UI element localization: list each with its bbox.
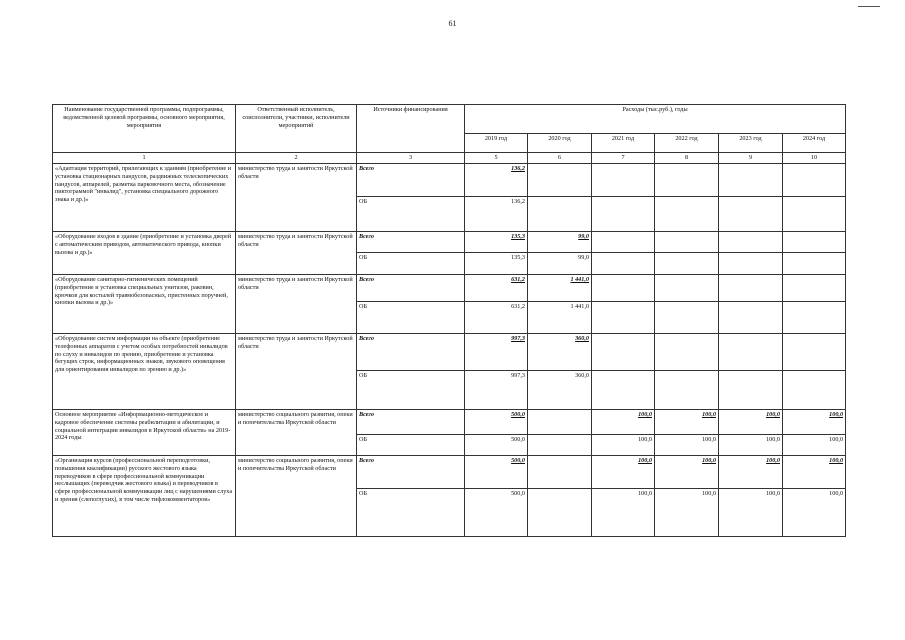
ob-value — [592, 302, 655, 334]
ob-value: 100,0 — [592, 489, 655, 537]
header-year: 2019 год — [465, 134, 528, 153]
header-executor: Ответственный исполнитель, соисполнители, участники, исполнители мероприятий — [236, 105, 357, 153]
ob-value: 99,0 — [528, 253, 592, 275]
total-value — [592, 275, 655, 302]
table-row — [53, 456, 846, 489]
total-value — [719, 164, 783, 197]
source-total-label: Всего — [357, 334, 465, 371]
ob-value — [719, 253, 783, 275]
column-number: 9 — [719, 153, 783, 164]
ob-value — [655, 302, 719, 334]
total-value — [719, 334, 783, 371]
ob-value: 136,2 — [465, 197, 528, 232]
total-value — [783, 164, 846, 197]
table-row — [53, 334, 846, 371]
total-value — [655, 164, 719, 197]
total-value: 100,0 — [719, 456, 783, 489]
executor: министерство труда и занятости Иркутской области — [236, 275, 357, 334]
ob-value: 500,0 — [465, 435, 528, 456]
total-value — [655, 232, 719, 253]
total-value: 1 441,0 — [528, 275, 592, 302]
total-value — [592, 164, 655, 197]
source-ob-label: ОБ — [357, 302, 465, 334]
ob-value — [719, 197, 783, 232]
top-right-rule — [858, 6, 880, 7]
ob-value: 100,0 — [655, 435, 719, 456]
total-value — [783, 334, 846, 371]
total-value — [528, 164, 592, 197]
table-row — [53, 164, 846, 197]
ob-value: 100,0 — [719, 435, 783, 456]
ob-value: 1 441,0 — [528, 302, 592, 334]
total-value: 360,0 — [528, 334, 592, 371]
measure-name: «Оборудование систем информации на объекте (приобретение телефонных аппаратов с учетом особых потребностей инвалидов по слуху и инвалидов по зрению, приобретение и установка бегущих строк, информационных знаков, звукового оповещения для ориентирования инвалидов по зрению и др.)» — [53, 334, 236, 410]
total-value — [655, 334, 719, 371]
header-year: 2022 год — [655, 134, 719, 153]
column-number: 3 — [357, 153, 465, 164]
source-ob-label: ОБ — [357, 197, 465, 232]
source-total-label: Всего — [357, 456, 465, 489]
table-row — [53, 232, 846, 253]
ob-value — [783, 197, 846, 232]
column-number: 7 — [592, 153, 655, 164]
ob-value — [528, 197, 592, 232]
total-value: 500,0 — [465, 456, 528, 489]
total-value: 100,0 — [783, 456, 846, 489]
total-value: 100,0 — [783, 410, 846, 435]
total-value: 100,0 — [719, 410, 783, 435]
ob-value — [592, 253, 655, 275]
column-number: 10 — [783, 153, 846, 164]
measure-name: Основное мероприятие «Информационно-методическое и кадровое обеспечение системы реабилитации и абилитации, и социальной интеграции инвалидов в Иркутской области» на 2019-2024 годы — [53, 410, 236, 456]
ob-value: 360,0 — [528, 371, 592, 410]
executor: министерство труда и занятости Иркутской области — [236, 232, 357, 275]
total-value: 500,0 — [465, 410, 528, 435]
ob-value: 997,3 — [465, 371, 528, 410]
budget-table — [52, 104, 846, 537]
ob-value: 500,0 — [465, 489, 528, 537]
column-number: 2 — [236, 153, 357, 164]
executor: министерство социального развития, опеки и попечительства Иркутской области — [236, 456, 357, 537]
ob-value — [655, 253, 719, 275]
source-ob-label: ОБ — [357, 253, 465, 275]
page-number: 61 — [448, 19, 457, 28]
total-value: 136,2 — [465, 164, 528, 197]
source-total-label: Всего — [357, 164, 465, 197]
ob-value: 100,0 — [719, 489, 783, 537]
column-number: 6 — [528, 153, 592, 164]
ob-value: 100,0 — [655, 489, 719, 537]
source-total-label: Всего — [357, 232, 465, 253]
total-value — [528, 410, 592, 435]
total-value — [528, 456, 592, 489]
header-year: 2024 год — [783, 134, 846, 153]
total-value — [783, 275, 846, 302]
ob-value — [783, 253, 846, 275]
header-year: 2023 год — [719, 134, 783, 153]
total-value — [592, 334, 655, 371]
ob-value — [783, 302, 846, 334]
total-value: 100,0 — [592, 410, 655, 435]
total-value: 631,2 — [465, 275, 528, 302]
ob-value — [719, 302, 783, 334]
source-total-label: Всего — [357, 275, 465, 302]
ob-value — [592, 197, 655, 232]
column-number: 1 — [53, 153, 236, 164]
total-value: 997,3 — [465, 334, 528, 371]
total-value: 135,3 — [465, 232, 528, 253]
total-value — [719, 275, 783, 302]
total-value — [783, 232, 846, 253]
total-value: 100,0 — [655, 456, 719, 489]
ob-value — [655, 371, 719, 410]
total-value: 99,0 — [528, 232, 592, 253]
total-value: 100,0 — [655, 410, 719, 435]
ob-value — [528, 489, 592, 537]
header-name: Наименование государственной программы, подпрограммы, ведомственной целевой программы, основного мероприятия, мероприятия — [53, 105, 236, 153]
header-expenses: Расходы (тыс.руб.), годы — [465, 105, 846, 134]
ob-value — [655, 197, 719, 232]
source-total-label: Всего — [357, 410, 465, 435]
column-number: 5 — [465, 153, 528, 164]
total-value — [655, 275, 719, 302]
ob-value: 100,0 — [783, 489, 846, 537]
source-ob-label: ОБ — [357, 435, 465, 456]
column-number: 8 — [655, 153, 719, 164]
ob-value — [528, 435, 592, 456]
ob-value — [719, 371, 783, 410]
source-ob-label: ОБ — [357, 371, 465, 410]
source-ob-label: ОБ — [357, 489, 465, 537]
ob-value — [592, 371, 655, 410]
ob-value: 100,0 — [592, 435, 655, 456]
header-year: 2020 год — [528, 134, 592, 153]
ob-value: 631,2 — [465, 302, 528, 334]
ob-value: 135,3 — [465, 253, 528, 275]
total-value: 100,0 — [592, 456, 655, 489]
ob-value — [783, 371, 846, 410]
measure-name: «Организация курсов (профессиональной переподготовки, повышения квалификации) русского жестового языка переводчиков в сфере профессиональной коммуникации неслышащих (переводчик жестового языка) и переводчиков в сфере профессиональной коммуникации лиц с нарушениями слуха и зрения (слепоглухих), в том числе тифлокомментаторов» — [53, 456, 236, 537]
header-year: 2021 год — [592, 134, 655, 153]
executor: министерство труда и занятости Иркутской области — [236, 334, 357, 410]
measure-name: «Оборудование санитарно-гигиенических помещений (приобретение и установка специальных унитазов, раковин, крючков для костылей травмобезопасных, пристенных поручней, кнопки вызова и др.)» — [53, 275, 236, 334]
header-source: Источники финансирования — [357, 105, 465, 153]
executor: министерство труда и занятости Иркутской области — [236, 164, 357, 232]
table-row — [53, 275, 846, 302]
total-value — [592, 232, 655, 253]
executor: министерство социального развития, опеки и попечительства Иркутской области — [236, 410, 357, 456]
ob-value: 100,0 — [783, 435, 846, 456]
table-row — [53, 410, 846, 435]
measure-name: «Адаптация территорий, прилегающих к зданиям (приобретение и установка стационарных пандусов, раздвижных телескопических пандусов, аппарелей, разметка парковочного места, обозначение пиктограммой "инвалид", установка специального дорожного знака и др.)» — [53, 164, 236, 232]
total-value — [719, 232, 783, 253]
measure-name: «Оборудование входов в здание (приобретение и установка дверей с автоматическим приводом, автоматического привода, кнопки вызова и др.)» — [53, 232, 236, 275]
